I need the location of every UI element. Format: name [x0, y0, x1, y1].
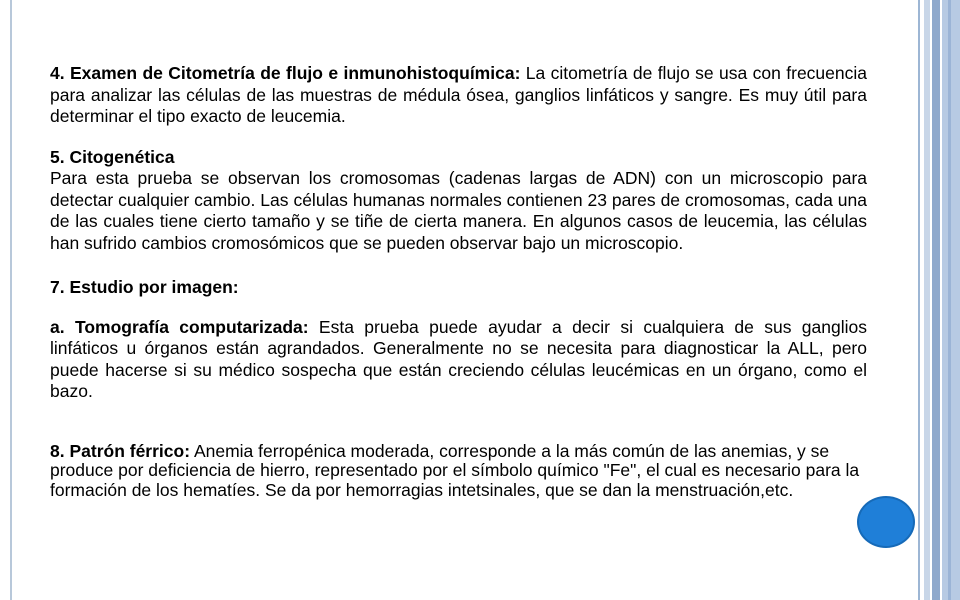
section-imaging-heading: 7. Estudio por imagen: [50, 277, 239, 297]
blue-circle-decoration [857, 496, 915, 548]
section-ct [50, 317, 867, 403]
section-iron-pattern [50, 442, 867, 501]
section-iron-pattern-heading: 8. Patrón férrico: [50, 440, 191, 461]
section-flow-cytometry [50, 63, 867, 128]
section-ct-text: Esta prueba puede ayudar a decir si cualquiera de sus ganglios linfáticos u órganos están agrandados. Generalmente no se necesita para diagnosticar la ALL, pero puede hacerse si su médico sospecha que están creciendo células leucémicas en un órgano, como el bazo. [50, 316, 867, 401]
section-iron-pattern-text: Anemia ferropénica moderada, corresponde a la más común de las anemias, y se produce por deficiencia de hierro, representado por el símbolo químico "Fe", el cual es necesario para la formación de los hematíes. Se da por hemorragias intetsinales, que se dan la menstruación,etc. [50, 440, 860, 500]
slide-text-body [50, 63, 867, 500]
section-flow-cytometry-heading: 4. Examen de Citometría de flujo e inmunohistoquímica: [50, 63, 521, 83]
section-ct-heading: a. Tomografía computarizada: [50, 316, 309, 337]
right-frame-stripes [918, 0, 960, 600]
section-flow-cytometry-text: La citometría de flujo se usa con frecuencia para analizar las células de las muestras de médula ósea, ganglios linfáticos y sangre. Es muy útil para determinar el tipo exacto de leucemia. [50, 63, 867, 126]
section-cytogenetics-text: Para esta prueba se observan los cromosomas (cadenas largas de ADN) con un microscopio para detectar cualquier cambio. Las células humanas normales contienen 23 pares de cromosomas, cada una de las cuales tiene cierto tamaño y se tiñe de cierta manera. En algunos casos de leucemia, las células han sufrido cambios cromosómicos que se pueden observar bajo un microscopio. [50, 168, 867, 253]
section-cytogenetics-heading: 5. Citogenética [50, 146, 175, 167]
left-frame-line [10, 0, 12, 600]
